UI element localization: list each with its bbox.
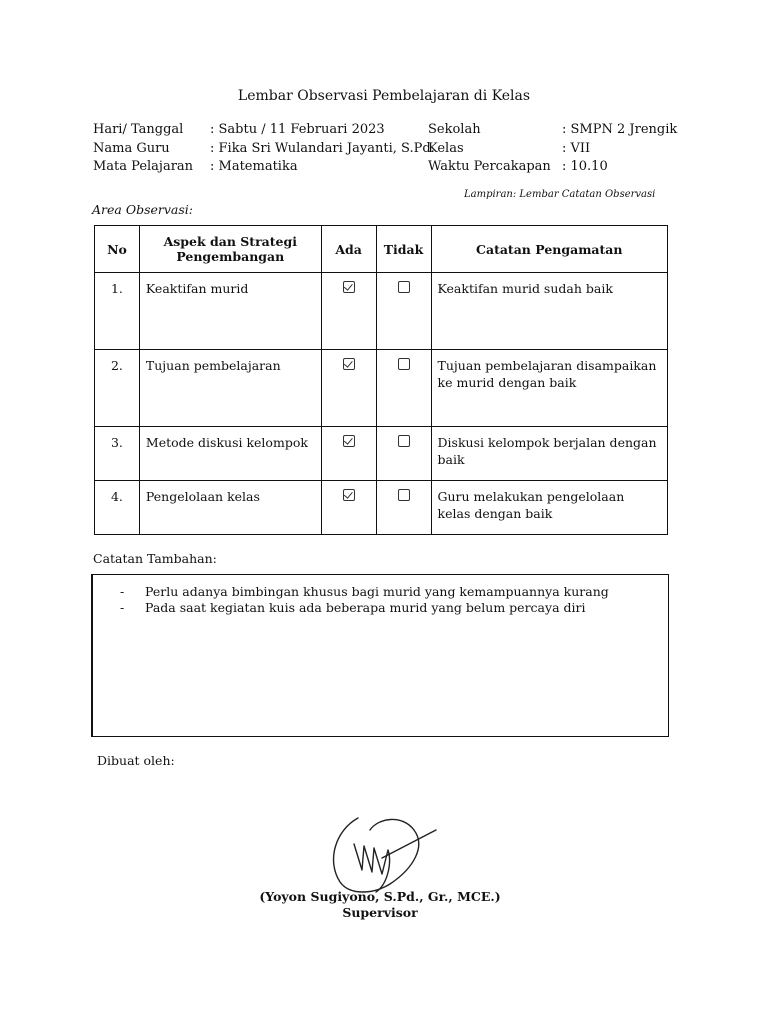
ada-checkbox[interactable]: [343, 435, 355, 447]
info-row-sekolah: [428, 121, 677, 140]
row-no: 1.: [95, 273, 140, 350]
table-row: [95, 427, 668, 481]
info-value: : Matematika: [210, 159, 298, 174]
ada-checkbox[interactable]: [343, 489, 355, 501]
row-aspek: Pengelolaan kelas: [139, 481, 321, 535]
header-aspek-line1: Aspek dan Strategi: [163, 234, 297, 249]
info-value: : 10.10: [562, 159, 608, 174]
row-catatan: Tujuan pembelajaran disampaikan ke murid dengan baik: [431, 350, 667, 427]
tidak-cell: [376, 350, 431, 427]
catatan-tambahan-label: Catatan Tambahan:: [93, 551, 217, 566]
signer-role: Supervisor: [342, 905, 418, 920]
header-catatan: Catatan Pengamatan: [431, 226, 667, 273]
catatan-tambahan-box: [91, 574, 669, 737]
tidak-checkbox[interactable]: [398, 435, 410, 447]
area-observasi-label: Area Observasi:: [92, 202, 194, 217]
catatan-list: [93, 575, 668, 616]
row-catatan: Keaktifan murid sudah baik: [431, 273, 667, 350]
info-left: [93, 121, 435, 177]
table-row: [95, 273, 668, 350]
info-label: Sekolah: [428, 122, 481, 137]
list-item: - Pada saat kegiatan kuis ada beberapa murid yang belum percaya diri: [120, 600, 668, 616]
tidak-cell: [376, 481, 431, 535]
dibuat-oleh-label: Dibuat oleh:: [97, 753, 175, 768]
info-label: Waktu Percakapan: [428, 159, 551, 174]
ada-cell: [321, 427, 376, 481]
ada-cell: [321, 273, 376, 350]
info-label: Mata Pelajaran: [93, 159, 194, 174]
row-no: 4.: [95, 481, 140, 535]
table-header-row: [95, 226, 668, 273]
row-no: 2.: [95, 350, 140, 427]
document-title: Lembar Observasi Pembelajaran di Kelas: [237, 88, 531, 104]
tidak-checkbox[interactable]: [398, 281, 410, 293]
row-no: 3.: [95, 427, 140, 481]
info-value: : Sabtu / 11 Februari 2023: [210, 122, 385, 137]
row-catatan: Diskusi kelompok berjalan dengan baik: [431, 427, 667, 481]
lampiran-note: Lampiran: Lembar Catatan Observasi: [464, 189, 656, 200]
header-aspek: [139, 226, 321, 273]
info-row-kelas: [428, 140, 677, 159]
ada-checkbox[interactable]: [343, 358, 355, 370]
header-tidak: Tidak: [376, 226, 431, 273]
tidak-cell: [376, 427, 431, 481]
ada-cell: [321, 481, 376, 535]
header-aspek-line2: Pengembangan: [176, 249, 285, 264]
tidak-checkbox[interactable]: [398, 489, 410, 501]
info-row-tanggal: [93, 121, 435, 140]
ada-cell: [321, 350, 376, 427]
info-value: : SMPN 2 Jrengik: [562, 122, 678, 137]
row-aspek: Metode diskusi kelompok: [139, 427, 321, 481]
signer-block: [0, 889, 760, 921]
header-no: No: [95, 226, 140, 273]
row-aspek: Keaktifan murid: [139, 273, 321, 350]
info-row-mapel: [93, 158, 435, 177]
info-value: : VII: [562, 140, 591, 156]
info-right: [428, 121, 677, 177]
signature-image: [318, 800, 448, 900]
ada-checkbox[interactable]: [343, 281, 355, 293]
row-catatan: Guru melakukan pengelolaan kelas dengan baik: [431, 481, 667, 535]
table-row: [95, 350, 668, 427]
header-ada: Ada: [321, 226, 376, 273]
list-item: - Perlu adanya bimbingan khusus bagi murid yang kemampuannya kurang: [120, 584, 668, 600]
info-label: Kelas: [428, 140, 464, 156]
tidak-checkbox[interactable]: [398, 358, 410, 370]
tidak-cell: [376, 273, 431, 350]
row-aspek: Tujuan pembelajaran: [139, 350, 321, 427]
info-label: Nama Guru: [93, 140, 170, 156]
info-label: Hari/ Tanggal: [93, 122, 184, 137]
info-value: : Fika Sri Wulandari Jayanti, S.Pd.: [210, 140, 435, 156]
table-row: [95, 481, 668, 535]
signer-name: (Yoyon Sugiyono, S.Pd., Gr., MCE.): [259, 889, 501, 904]
info-row-waktu: [428, 158, 677, 177]
observation-table: [94, 225, 668, 535]
info-row-guru: [93, 140, 435, 159]
